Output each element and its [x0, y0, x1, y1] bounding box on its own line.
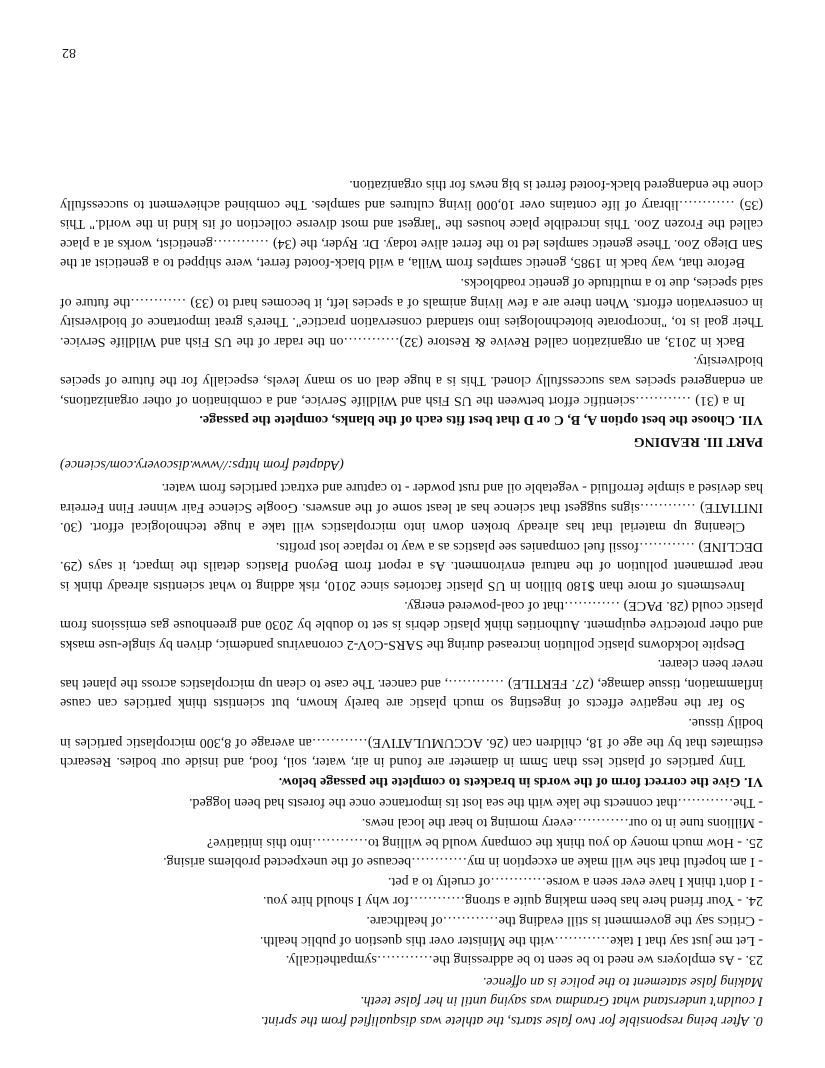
example-line: Making false statement to the police is an offence.	[482, 973, 763, 989]
section-heading: VI. Give the correct form of the words in brackets to complete the passage below.	[278, 773, 763, 789]
passage-paragraph: Investments of more than $180 billion in US plastic factories since 2010, risk adding to what scientists already think is near permanent pollution of the natural environment. As a report from Beyond Plastics details the impact, it says (29. DECLINE) …………fossil fuel companies see plastics as a way to replace lost profits.	[60, 538, 763, 593]
passage-paragraph: Tiny particles of plastic less than 5mm in diameter are found in air, water, soil, food, and inside our bodies. Research estimates that by the age of 18, children can (26. ACCUMULATIVE)…………an average of 8,300 microplastic particles in bodily tissue.	[60, 715, 763, 770]
question-item: 24. - Your friend here has been making quite a strong…………for why I should hire you.	[262, 893, 763, 909]
question-item: - The…………that connects the lake with the sea lost its importance once the forests had been logged.	[189, 795, 763, 811]
question-item: 25. - How much money do you think the company would be willing to…………into this initiative?	[206, 834, 763, 850]
example-line: 0. After being responsible for two false starts, the athlete was disqualified from the sprint.	[260, 1013, 763, 1028]
source-citation: (Adapted from https://www.discovery.com/science)	[60, 457, 344, 473]
part-heading: PART III. READING	[633, 433, 763, 449]
question-item: - Let me just say that I take…………with the Minister over this question of public health.	[259, 932, 763, 948]
question-item: 23. - As employers we need to be seen to be addressing the…………sympathetically.	[285, 952, 763, 968]
question-item: - I am hopeful that she will make an exception in my…………because of the unexpected problems arising.	[163, 854, 763, 870]
example-block	[60, 971, 763, 1030]
question-item: - Millions tune in to our…………every morning to hear the local news.	[361, 815, 763, 831]
question-item: - I don't think I have ever seen a worse…………of cruelty to a pet.	[388, 873, 763, 889]
passage-paragraph: In a (31) …………scientific effort between the US Fish and Wildlife Service, and a combination of other organizations, an endangered species was successfully cloned. This is a huge deal on so many levels, especially for the future of species biodiversity.	[60, 353, 763, 408]
passage-paragraph: Back in 2013, an organization called Revive & Restore (32)…………on the radar of the US Fish and Wildlife Service. Their goal is to, "incorporate biotechnologies into standard conservation practice". There's great importance of biodiversity in conservation efforts. When there are a few living animals of a species left, it becomes hard to (33) …………the future of said species, due to a multitude of genetic roadblocks.	[60, 275, 763, 349]
passage-paragraph: Despite lockdowns plastic pollution increased during the SARS-CoV-2 coronavirus pandemic, driven by single-use masks and other protective equipment. Authorities think plastic debris is set to double by 2030 and greenhouse gas emissions from plastic could (28. PACE) …………that of coal-powered energy.	[60, 597, 763, 652]
passage-paragraph: Before that, way back in 1985, genetic samples from Willa, a wild black-footed ferret, were shipped to a geneticist at the San Diego Zoo. These genetic samples led to the ferret alive today. Dr. Ryder, the (34) …………geneticist, works at a place called the Frozen Zoo. This incredible place houses the "largest and most diverse collection of its kind in the world." This (35) …………library of life contains over 10,000 living cultures and samples. The combined achievement to successfully clone the endangered black-footed ferret is big news for this organization.	[60, 177, 763, 271]
passage-paragraph: Cleaning up material that has already broken down into microplastics will take a huge technological effort. (30. INITIATE) …………signs suggest that science has at least some of the answers. Google Science Fair winner Finn Ferreira has devised a simple ferrofluid - vegetable oil and rust powder - to capture and extract particles from water.	[60, 479, 763, 535]
section-heading: VII. Choose the best option A, B, C or D that best fits each of the blanks, complete the passage.	[199, 412, 763, 428]
page-content	[60, 174, 763, 1030]
question-item: - Critics say the government is still evading the…………of healthcare.	[366, 913, 763, 929]
passage-paragraph: So far the negative effects of ingesting so much plastic are barely known, but scientists think particles can cause inflammation, tissue damage, (27. FERTILE) …………, and cancer. The case to clean up microplastics across the planet has never been clearer.	[60, 656, 763, 711]
page-number: 82	[62, 45, 76, 60]
question-list	[60, 793, 763, 969]
example-line: I couldn't understand what Grandma was saying until in her false teeth.	[360, 993, 763, 1009]
